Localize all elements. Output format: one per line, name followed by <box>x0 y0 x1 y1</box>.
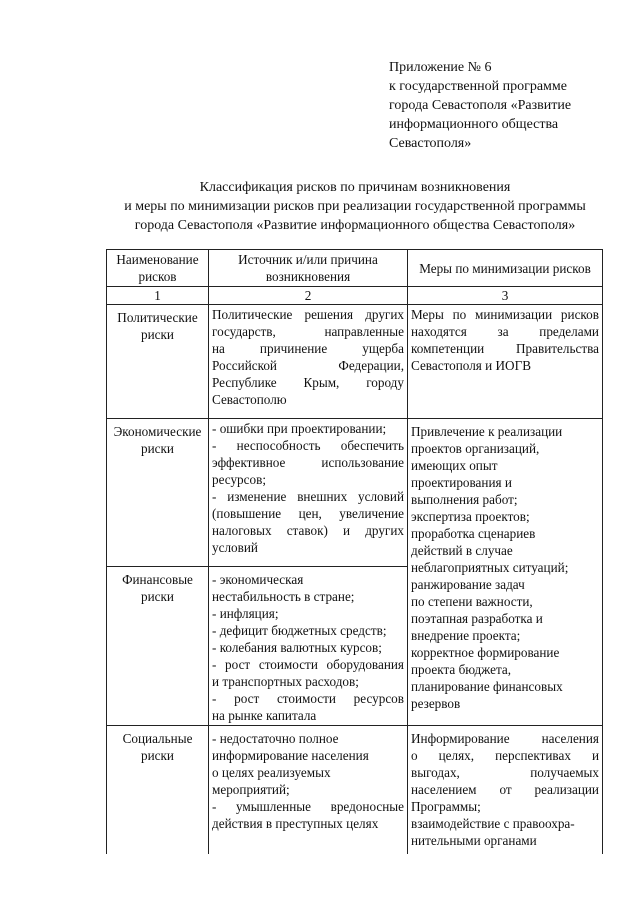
source-line: на рынке капитала <box>212 708 317 723</box>
appendix-line: Приложение № 6 <box>389 60 492 75</box>
risk-name-line: риски <box>141 748 174 763</box>
column-number: 2 <box>209 287 408 305</box>
appendix-line: города Севастополя «Развитие <box>389 98 572 113</box>
measure-line: проработка сценариев <box>411 526 536 541</box>
risk-measures-cell <box>408 726 603 854</box>
measure-line: проекта бюджета, <box>411 662 512 677</box>
measure-line: выполнения работ; <box>411 492 518 507</box>
source-line: - дефицит бюджетных средств; <box>212 623 387 638</box>
source-line: мероприятий; <box>212 782 290 797</box>
measure-line: действий в случае <box>411 543 513 558</box>
document-title <box>90 178 620 235</box>
header-source-cell <box>209 250 408 287</box>
source-line: Республике Крым, городу <box>212 375 404 390</box>
header-source-line: возникновения <box>265 269 351 284</box>
appendix-header <box>389 58 619 153</box>
source-line: - колебания валютных курсов; <box>212 640 382 655</box>
table-row-political <box>107 305 603 419</box>
source-line: - инфляция; <box>212 606 279 621</box>
source-line: (повышение цен, увеличение <box>212 506 404 521</box>
risk-source-cell <box>209 305 408 419</box>
measure-line: резервов <box>411 696 461 711</box>
source-line: - изменение внешних условий <box>212 489 404 504</box>
appendix-line: Севастополя» <box>389 136 472 151</box>
risk-measures-cell <box>408 305 603 419</box>
measure-line: имеющих опыт <box>411 458 498 473</box>
table-row-social <box>107 726 603 854</box>
risk-measures-cell-merged <box>408 419 603 726</box>
risk-source-cell <box>209 567 408 726</box>
measure-line: внедрение проекта; <box>411 628 521 643</box>
measure-line: о целях, перспективах и <box>411 748 599 763</box>
risk-classification-table <box>106 249 603 854</box>
risk-source-cell <box>209 726 408 854</box>
risk-name-cell <box>107 419 209 567</box>
measure-line: проектирования и <box>411 475 512 490</box>
measure-line: населением от реализации <box>411 782 599 797</box>
title-line: и меры по минимизации рисков при реализации государственной программы <box>124 199 586 214</box>
header-name-cell <box>107 250 209 287</box>
source-line: на причинение ущерба <box>212 341 404 356</box>
source-line: эффективное использование <box>212 455 404 470</box>
risk-name-line: риски <box>141 327 174 342</box>
risk-name-cell <box>107 305 209 419</box>
source-line: Севастополю <box>212 392 287 407</box>
title-line: Классификация рисков по причинам возникновения <box>199 180 511 195</box>
source-line: - неспособность обеспечить <box>212 438 404 453</box>
risk-name-cell <box>107 726 209 854</box>
source-line: информирование населения <box>212 748 369 763</box>
source-line: действия в преступных целях <box>212 816 379 831</box>
measure-line: проектов организаций, <box>411 441 540 456</box>
column-number: 1 <box>107 287 209 305</box>
table-row-economic <box>107 419 603 567</box>
source-line: и транспортных расходов; <box>212 674 359 689</box>
source-line: - рост стоимости ресурсов <box>212 691 404 706</box>
measure-line: поэтапная разработка и <box>411 611 543 626</box>
measure-line: компетенции Правительства <box>411 341 599 356</box>
source-line: - ошибки при проектировании; <box>212 421 387 436</box>
source-line: налоговых ставок) и других <box>212 523 404 538</box>
measure-line: Программы; <box>411 799 481 814</box>
source-line: условий <box>212 540 258 555</box>
risk-source-cell <box>209 419 408 567</box>
header-name-line: рисков <box>138 269 177 284</box>
source-line: - рост стоимости оборудования <box>212 657 404 672</box>
source-line: ресурсов; <box>212 472 266 487</box>
measure-line: по степени важности, <box>411 594 533 609</box>
title-line: города Севастополя «Развитие информационного общества Севастополя» <box>134 218 576 233</box>
risk-name-line: Социальные <box>122 731 193 746</box>
risk-name-line: Политические <box>117 310 198 325</box>
risk-name-cell <box>107 567 209 726</box>
measure-line: неблагоприятных ситуаций; <box>411 560 569 575</box>
measure-line: Севастополя и ИОГВ <box>411 358 531 373</box>
measure-line: ранжирование задач <box>411 577 525 592</box>
source-line: о целях реализуемых <box>212 765 331 780</box>
table-header-row <box>107 250 603 287</box>
source-line: государств, направленные <box>212 324 404 339</box>
measure-line: Информирование населения <box>411 731 599 746</box>
source-line: - недостаточно полное <box>212 731 339 746</box>
measure-line: нительными органами <box>411 833 537 848</box>
source-line: Российской Федерации, <box>212 358 404 373</box>
risk-name-line: риски <box>141 441 174 456</box>
header-measures-cell <box>408 250 603 287</box>
risk-name-line: Экономические <box>113 424 202 439</box>
measure-line: экспертиза проектов; <box>411 509 530 524</box>
measure-line: Меры по минимизации рисков <box>411 307 599 322</box>
header-source-line: Источник и/или причина <box>238 252 378 267</box>
header-measures-label: Меры по минимизации рисков <box>419 260 591 276</box>
measure-line: выгодах, получаемых <box>411 765 599 780</box>
risk-name-line: Финансовые <box>122 572 193 587</box>
appendix-line: к государственной программе <box>389 79 567 94</box>
source-line: - экономическая <box>212 572 304 587</box>
header-name-line: Наименование <box>116 252 199 267</box>
column-number-row <box>107 287 603 305</box>
risk-name-line: риски <box>141 589 174 604</box>
source-line: - умышленные вредоносные <box>212 799 404 814</box>
source-line: Политические решения других <box>212 307 404 322</box>
measure-line: планирование финансовых <box>411 679 563 694</box>
measure-line: корректное формирование <box>411 645 560 660</box>
measure-line: находятся за пределами <box>411 324 599 339</box>
appendix-line: информационного общества <box>389 117 559 132</box>
source-line: нестабильность в стране; <box>212 589 355 604</box>
column-number: 3 <box>408 287 603 305</box>
measure-line: Привлечение к реализации <box>411 424 563 439</box>
measure-line: взаимодействие с правоохра- <box>411 816 575 831</box>
